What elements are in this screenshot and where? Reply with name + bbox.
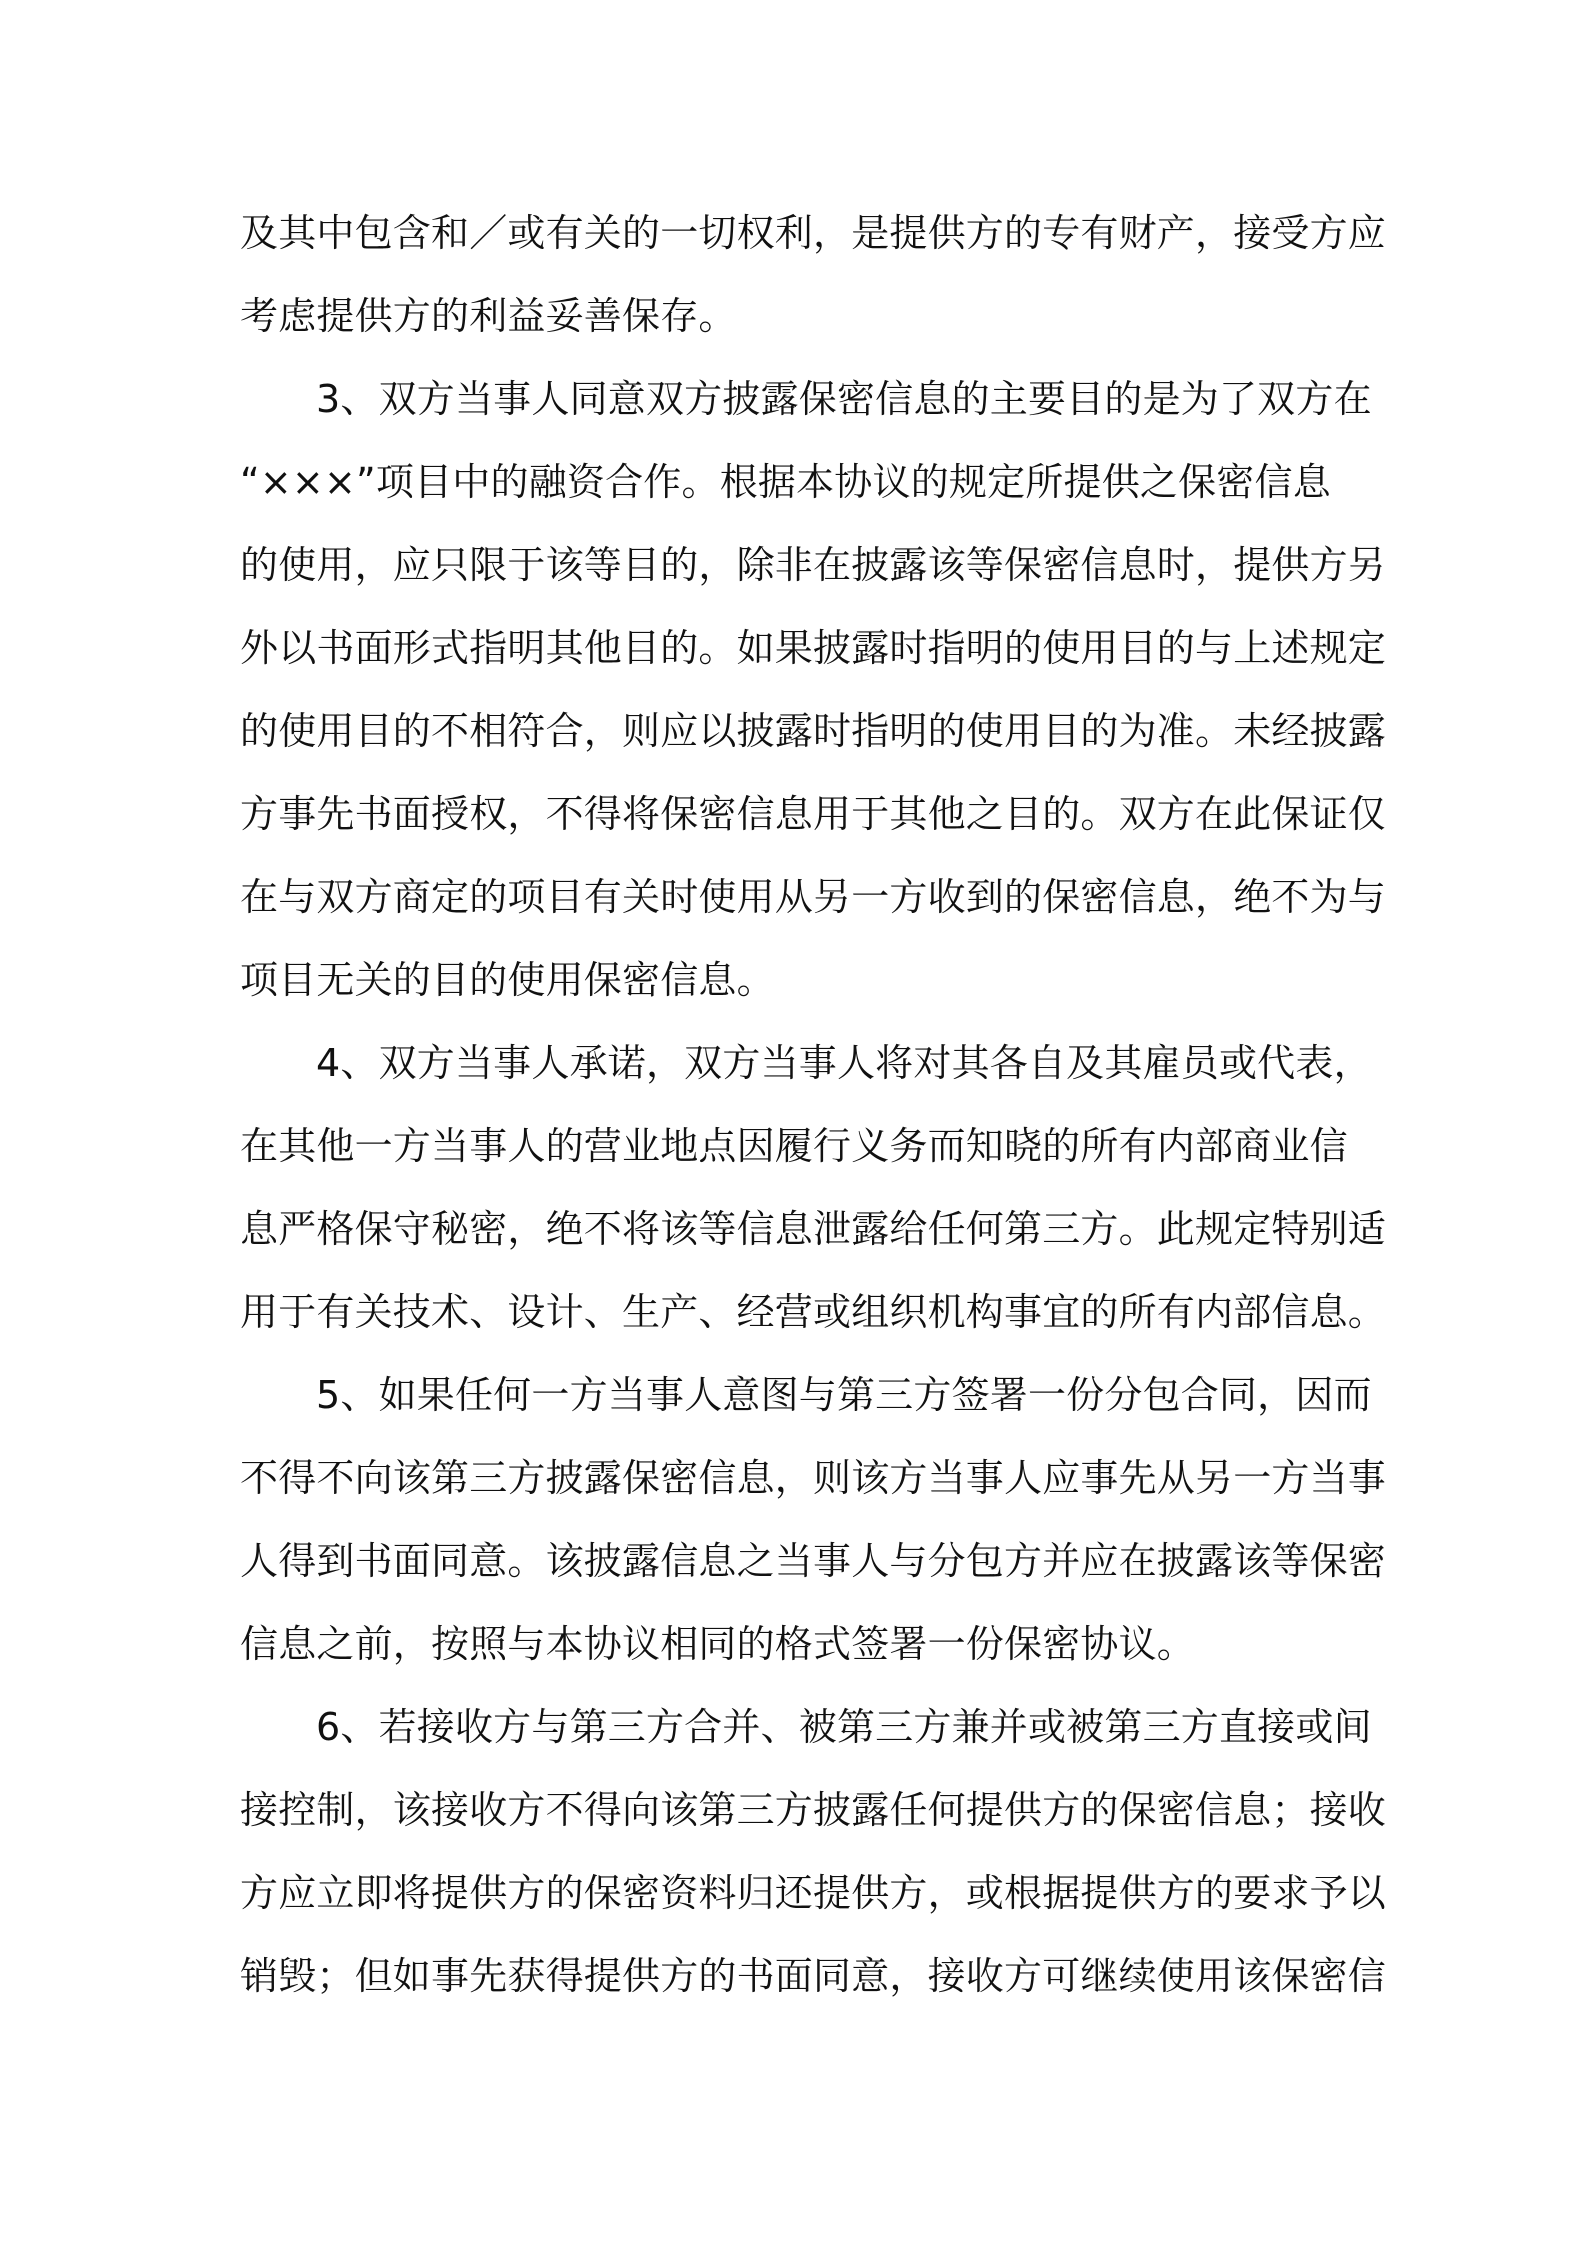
clause-5-start: 5、如果任何一方当事人意图与第三方签署一份分包合同，因而 bbox=[316, 1373, 1372, 1417]
clause-6-start: 6、若接收方与第三方合并、被第三方兼并或被第三方直接或间 bbox=[316, 1705, 1372, 1749]
clause-3-start: 3、双方当事人同意双方披露保密信息的主要目的是为了双方在 bbox=[316, 377, 1372, 421]
text-line: 接控制，该接收方不得向该第三方披露任何提供方的保密信息；接收 bbox=[240, 1788, 1387, 1832]
text-line: 不得不向该第三方披露保密信息，则该方当事人应事先从另一方当事 bbox=[240, 1456, 1387, 1500]
text-line: 方事先书面授权，不得将保密信息用于其他之目的。双方在此保证仅 bbox=[240, 792, 1387, 836]
text-line: 的使用，应只限于该等目的，除非在披露该等保密信息时，提供方另 bbox=[240, 543, 1387, 587]
text-line: 在其他一方当事人的营业地点因履行义务而知晓的所有内部商业信 bbox=[240, 1124, 1348, 1168]
text-line: 的使用目的不相符合，则应以披露时指明的使用目的为准。未经披露 bbox=[240, 709, 1387, 753]
text-line: 考虑提供方的利益妥善保存。 bbox=[240, 294, 737, 338]
text-line: 人得到书面同意。该披露信息之当事人与分包方并应在披露该等保密 bbox=[240, 1539, 1387, 1583]
text-line: 在与双方商定的项目有关时使用从另一方收到的保密信息，绝不为与 bbox=[240, 875, 1387, 919]
text-line: 销毁；但如事先获得提供方的书面同意，接收方可继续使用该保密信 bbox=[240, 1954, 1387, 1998]
text-line: 方应立即将提供方的保密资料归还提供方，或根据提供方的要求予以 bbox=[240, 1871, 1387, 1915]
text-line: 外以书面形式指明其他目的。如果披露时指明的使用目的与上述规定 bbox=[240, 626, 1387, 670]
agreement-body-text bbox=[240, 192, 1387, 2018]
clause-4-start: 4、双方当事人承诺，双方当事人将对其各自及其雇员或代表， bbox=[316, 1041, 1372, 1085]
text-line: “×××”项目中的融资合作。根据本协议的规定所提供之保密信息 bbox=[240, 460, 1331, 504]
text-line: 及其中包含和／或有关的一切权利，是提供方的专有财产，接受方应 bbox=[240, 211, 1387, 255]
text-line: 项目无关的目的使用保密信息。 bbox=[240, 958, 775, 1002]
text-line: 信息之前，按照与本协议相同的格式签署一份保密协议。 bbox=[240, 1622, 1196, 1666]
text-line: 用于有关技术、设计、生产、经营或组织机构事宜的所有内部信息。 bbox=[240, 1290, 1387, 1334]
text-line: 息严格保守秘密，绝不将该等信息泄露给任何第三方。此规定特别适 bbox=[240, 1207, 1387, 1251]
